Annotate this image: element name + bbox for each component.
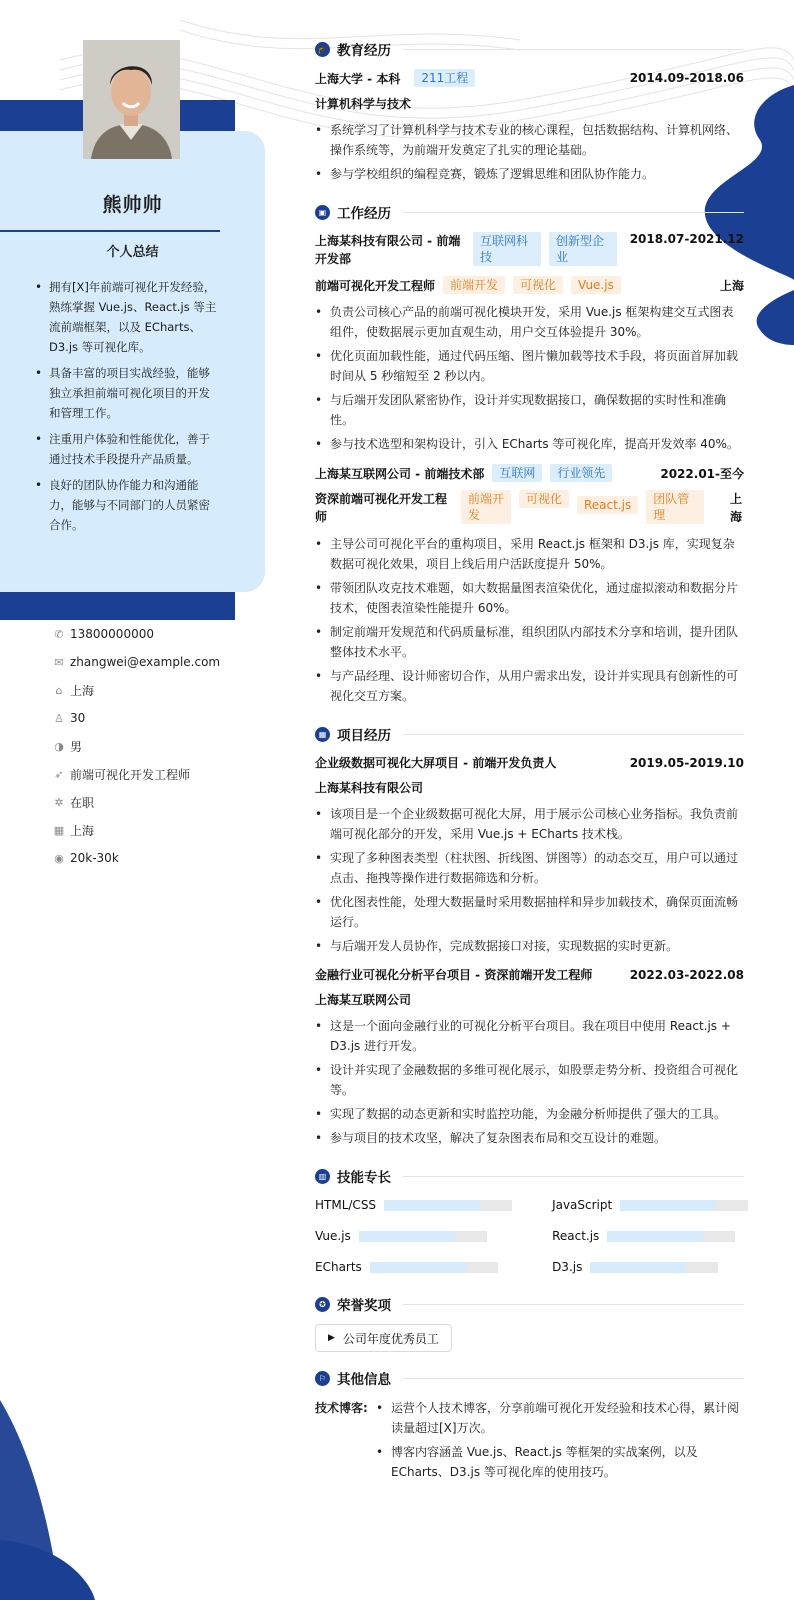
blog-bullets	[373, 1398, 744, 1486]
list-item: • 负责公司核心产品的前端可视化模块开发，采用 Vue.js 框架构建交互式图表组件，使数据展示更加直观生动，用户交互体验提升 30%。	[330, 302, 744, 342]
contact-job-target: ➶ 前端可视化开发工程师	[48, 760, 220, 788]
job-date: 2022.01-至今	[660, 466, 744, 481]
skill-bar	[620, 1200, 748, 1211]
job-bullets	[315, 534, 744, 706]
skill-bar-fill	[590, 1262, 686, 1273]
gender-icon: ◑	[54, 739, 64, 753]
list-item: • 实现了多种图表类型（柱状图、折线图、饼图等）的动态交互，用户可以通过点击、拖拽等操作进行数据筛选和分析。	[330, 848, 744, 888]
project-company: 上海某互联网公司	[315, 993, 412, 1007]
list-item: • 参与学校组织的编程竞赛，锻炼了逻辑思维和团队协作能力。	[330, 164, 744, 184]
mail-icon: ✉	[54, 655, 64, 669]
section-title: 技能专长	[337, 1170, 391, 1186]
skill-item: HTML/CSS	[315, 1196, 512, 1214]
education-header	[315, 37, 744, 61]
project-row	[315, 754, 744, 771]
skills-header	[315, 1164, 744, 1188]
salary-icon: ◉	[54, 851, 64, 865]
position-row	[315, 490, 744, 526]
home-icon: ⌂	[55, 683, 63, 697]
skill-item: Vue.js	[315, 1227, 512, 1245]
summary-title: 个人总结	[106, 245, 159, 260]
skill-bar-fill	[359, 1231, 455, 1242]
skill-item: D3.js	[552, 1258, 748, 1276]
skill-bar	[370, 1262, 498, 1273]
section-divider	[403, 1176, 744, 1177]
list-item: • 优化图表性能，处理大数据量时采用数据抽样和异步加载技术，确保页面流畅运行。	[330, 892, 744, 932]
position-tag: Vue.js	[571, 276, 621, 294]
education-row	[315, 69, 744, 87]
skill-bar	[607, 1231, 735, 1242]
education-date: 2014.09-2018.06	[629, 71, 744, 85]
company-tag: 行业领先	[550, 464, 612, 482]
main-content	[315, 37, 744, 1486]
phone-icon: ✆	[54, 627, 64, 641]
blog-label: 技术博客:	[315, 1401, 368, 1415]
name-divider	[0, 230, 220, 232]
skill-bar-fill	[620, 1200, 716, 1211]
project-date: 2019.05-2019.10	[629, 755, 744, 770]
list-item: • 参与技术选型和架构设计，引入 ECharts 等可视化库，提高开发效率 40%。	[330, 434, 744, 454]
skill-bar-fill	[384, 1200, 480, 1211]
job-city: 上海	[719, 278, 744, 293]
education-bullets	[315, 120, 744, 184]
contact-email[interactable]: ✉ zhangwei@example.com	[48, 648, 220, 676]
skill-bar-fill	[607, 1231, 703, 1242]
skill-item: React.js	[552, 1227, 748, 1245]
work-header	[315, 200, 744, 224]
section-title: 项目经历	[337, 728, 391, 744]
company-tag: 互联网科技	[473, 232, 541, 266]
list-item: • 实现了数据的动态更新和实时监控功能，为金融分析师提供了强大的工具。	[330, 1104, 744, 1124]
position-tag: 前端开发	[461, 490, 511, 524]
project-name: 企业级数据可视化大屏项目 - 前端开发负责人	[315, 756, 557, 770]
award-icon: ✪	[315, 1297, 330, 1312]
contact-phone: ✆ 13800000000	[48, 620, 220, 648]
list-item: • 运营个人技术博客，分享前端可视化开发经验和技术心得，累计阅读量超过[X]万次。	[391, 1398, 744, 1438]
job-row	[315, 464, 744, 482]
list-item: • 优化页面加载性能，通过代码压缩、图片懒加载等技术手段，将页面首屏加载时间从 5 秒缩短至 2 秒以内。	[330, 346, 744, 386]
building-icon: ▦	[53, 823, 65, 837]
job-row	[315, 232, 744, 268]
other-info	[315, 1398, 744, 1486]
list-item: • 与产品经理、设计师密切合作，从用户需求出发，设计并实现具有创新性的可视化交互方案。	[330, 666, 744, 706]
section-divider	[403, 212, 744, 213]
position-tag: 团队管理	[646, 490, 704, 524]
candidate-name: 熊帅帅	[102, 194, 163, 216]
contact-work-city: ▦ 上海	[48, 816, 220, 844]
contact-age: ♙ 30	[48, 704, 220, 732]
summary-item: • 拥有[X]年前端可视化开发经验，熟练掌握 Vue.js、React.js 等主流前端框架，以及 ECharts、D3.js 等可视化库。	[49, 277, 221, 357]
list-item: • 该项目是一个企业级数据可视化大屏，用于展示公司核心业务指标。我负责前端可视化部分的开发，采用 Vue.js + ECharts 技术栈。	[330, 804, 744, 844]
section-title: 其他信息	[337, 1372, 391, 1388]
contact-list	[48, 620, 220, 872]
position-tag: 可视化	[519, 490, 569, 508]
position-tag: 可视化	[513, 276, 563, 294]
contact-gender: ◑ 男	[48, 732, 220, 760]
job-position: 前端可视化开发工程师	[315, 278, 436, 293]
skill-bar	[590, 1262, 718, 1273]
summary-list	[49, 277, 221, 541]
info-icon: ⚐	[315, 1371, 330, 1386]
play-triangle-icon: ▶	[328, 1333, 335, 1343]
project-row	[315, 966, 744, 983]
company-tag: 创新型企业	[549, 232, 617, 266]
summary-item: • 注重用户体验和性能优化，善于通过技术手段提升产品质量。	[49, 429, 221, 469]
award-item[interactable]: ▶ 公司年度优秀员工	[315, 1324, 452, 1352]
job-bullets	[315, 302, 744, 454]
list-item: • 与后端开发人员协作，完成数据接口对接，实现数据的实时更新。	[330, 936, 744, 956]
grid-icon: ▦	[315, 727, 330, 742]
skill-item: ECharts	[315, 1258, 512, 1276]
section-divider	[403, 1304, 744, 1305]
section-title: 教育经历	[337, 43, 391, 59]
chart-icon: ▥	[315, 1169, 330, 1184]
avatar-photo	[83, 40, 180, 159]
skill-bar	[359, 1231, 487, 1242]
other-header	[315, 1366, 744, 1390]
honors-header	[315, 1292, 744, 1316]
list-item: • 博客内容涵盖 Vue.js、React.js 等框架的实战案例，以及 ECharts、D3.js 等可视化库的使用技巧。	[391, 1442, 744, 1482]
briefcase-icon: ▣	[315, 205, 330, 220]
skill-bar	[384, 1200, 512, 1211]
section-title: 工作经历	[337, 206, 391, 222]
skill-item: JavaScript	[552, 1196, 748, 1214]
project-bullets	[315, 804, 744, 956]
project-bullets	[315, 1016, 744, 1148]
school-tag: 211工程	[414, 69, 475, 87]
job-company: 上海某科技有限公司 - 前端开发部	[315, 234, 461, 266]
list-item: • 制定前端开发规范和代码质量标准，组织团队内部技术分享和培训，提升团队整体技术水平。	[330, 622, 744, 662]
summary-item: • 良好的团队协作能力和沟通能力，能够与不同部门的人员紧密合作。	[49, 475, 221, 535]
project-date: 2022.03-2022.08	[629, 967, 744, 982]
project-name: 金融行业可视化分析平台项目 - 资深前端开发工程师	[315, 968, 593, 982]
position-row	[315, 276, 744, 294]
job-position: 资深前端可视化开发工程师	[315, 492, 448, 524]
section-title: 荣誉奖项	[337, 1298, 391, 1314]
contact-hometown: ⌂ 上海	[48, 676, 220, 704]
contact-status: ✲ 在职	[48, 788, 220, 816]
summary-item: • 具备丰富的项目实战经验，能够独立承担前端可视化项目的开发和管理工作。	[49, 363, 221, 423]
send-icon: ➶	[54, 767, 64, 781]
company-tag: 互联网	[492, 464, 542, 482]
list-item: • 主导公司可视化平台的重构项目，采用 React.js 框架和 D3.js 库，实现复杂数据可视化效果，项目上线后用户活跃度提升 50%。	[330, 534, 744, 574]
list-item: • 这是一个面向金融行业的可视化分析平台项目。我在项目中使用 React.js + D3.js 进行开发。	[330, 1016, 744, 1056]
list-item: • 设计并实现了金融数据的多维可视化展示，如股票走势分析、投资组合可视化等。	[330, 1060, 744, 1100]
skill-bar-fill	[370, 1262, 466, 1273]
major: 计算机科学与技术	[315, 97, 412, 111]
age-icon: ♙	[54, 711, 64, 725]
job-date: 2018.07-2021.12	[629, 232, 744, 246]
position-tag: 前端开发	[443, 276, 505, 294]
list-item: • 与后端开发团队紧密协作，设计并实现数据接口，确保数据的实时性和准确性。	[330, 390, 744, 430]
list-item: • 系统学习了计算机科学与技术专业的核心课程，包括数据结构、计算机网络、操作系统等，为前端开发奠定了扎实的理论基础。	[330, 120, 744, 160]
list-item: • 参与项目的技术攻坚，解决了复杂图表布局和交互设计的难题。	[330, 1128, 744, 1148]
graduation-cap-icon: 🎓	[315, 42, 330, 57]
section-divider	[403, 49, 744, 50]
school-name: 上海大学 - 本科	[315, 71, 401, 86]
contact-salary: ◉ 20k-30k	[48, 844, 220, 872]
status-icon: ✲	[54, 795, 64, 809]
position-tag: React.js	[577, 496, 638, 514]
project-company: 上海某科技有限公司	[315, 781, 424, 795]
skills-grid	[315, 1196, 744, 1276]
list-item: • 带领团队攻克技术难题，如大数据量图表渲染优化，通过虚拟滚动和数据分片技术，使图表渲染性能提升 60%。	[330, 578, 744, 618]
job-city: 上海	[730, 492, 743, 524]
section-divider	[403, 1378, 744, 1379]
projects-header	[315, 722, 744, 746]
job-company: 上海某互联网公司 - 前端技术部	[315, 466, 485, 481]
section-divider	[403, 734, 744, 735]
